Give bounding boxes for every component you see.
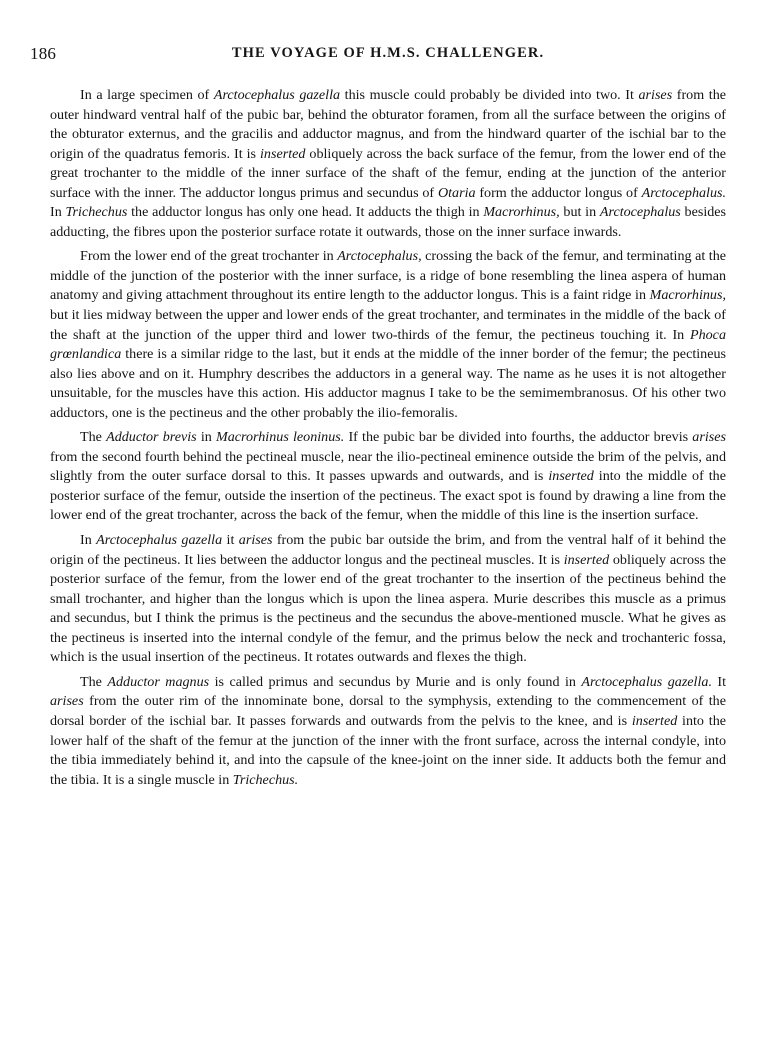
italic-term: Trichechus: [65, 204, 128, 221]
italic-term: Arctocephalus gazella: [213, 87, 341, 103]
text-run: In: [50, 204, 66, 221]
italic-term: Adductor brevis: [106, 429, 197, 446]
text-run: crossing the back of the femur, and terminating at the middle of the junction of the posterior with the inner surface, is a ridge of bone resembling the linea aspera of human anatomy and giving attachment throughout its entire length to the adductor longus. This is a faint ridge in: [50, 248, 727, 304]
page-number: 186: [30, 44, 57, 63]
text-run: from the outer hindward ventral half of the pubic bar, behind the obturator foramen, from all the surface between the origins of the obturator externus, and the gracilis and adductor magnus, and from the hindward quarter of the ischial bar to the origin of the quadratus femoris. It is: [50, 87, 726, 162]
text-run: from the pubic bar outside the brim, and from the ventral half of it behind the origin of the pectineus. It lies between the adductor longus and the pectineal muscles. It is: [50, 532, 726, 568]
text-run: The: [80, 673, 108, 690]
italic-term: arises: [238, 532, 273, 549]
text-run: it: [222, 532, 239, 549]
text-run: In: [80, 532, 97, 549]
running-head: THE VOYAGE OF H.M.S. CHALLENGER.: [231, 45, 545, 61]
text-run: there is a similar ridge to the last, but it ends at the middle of the inner border of the femur; the pectineus also lies above and on it. Humphry describes the adductors in a general way. The name as he uses it is not altogether unsuitable, for the muscles have this action. His adductor magnus I take to be the semimembranosus. Of his other two adductors, one is the pectineus and the other probably the ilio-femoralis.: [50, 346, 726, 421]
text-run: from the outer rim of the innominate bone, dorsal to the symphysis, extending to the commencement of the dorsal border of the ischial bar. It passes forwards and outwards from the pelvis to the knee, and is: [50, 693, 726, 729]
text-run: obliquely across the posterior surface of the femur, from the lower end of the great trochanter to the insertion of the pectineus behind the small trochanter, and higher than the longus which is upon the linea aspera. Murie describes this muscle as a primus and secundus, but I think the primus is the pectineus and the secundus the above-mentioned muscle. What he gives as the pectineus is inserted into the internal condyle of the femur, and the primus below the neck and trochanteric fossa, which is the usual insertion of the pectineus. It rotates outwards and flexes the thigh.: [50, 551, 726, 666]
text-run: besides adducting, the fibres upon the posterior surface rotate it outwards, those on the inner surface inwards.: [50, 204, 727, 240]
paragraph-adductor-brevis-macrorhinus: [50, 428, 726, 526]
text-run: In a large specimen of: [80, 87, 214, 103]
italic-term: Arctocephalus gazella: [96, 532, 223, 549]
italic-term: inserted: [548, 468, 594, 485]
italic-term: inserted: [260, 145, 306, 162]
text-run: but it lies midway between the upper and lower ends of the great trochanter, and terminates in the middle of the back of the shaft at the junction of the upper third and lower two-thirds of the femur, the pectineus touching it. In: [50, 307, 726, 343]
text-run: into the lower half of the shaft of the femur at the junction of the inner with the front surface, across the internal condyle, into the tibia immediately behind it, and into the capsule of the knee-joint on the inner side. It adducts both the femur and the tibia. It is a single muscle in: [50, 712, 726, 788]
italic-term: Macrorhinus leoninus.: [215, 429, 345, 446]
italic-term: Arctocephalus,: [337, 248, 422, 265]
text-run: is called primus and secundus by Murie and is only found in: [209, 673, 582, 690]
text-run: the adductor longus has only one head. It adducts the thigh in: [127, 204, 484, 221]
text-run: from the second fourth behind the pectineal muscle, near the ilio-pectineal eminence outside the brim of the pelvis, and slightly from the outer surface dorsal to this. It passes upwards and outwards, and is: [50, 448, 726, 485]
paragraph-adductor-magnus: [50, 673, 726, 790]
italic-term: Arctocephalus: [599, 204, 681, 221]
italic-term: Arctocephalus gazella.: [581, 673, 712, 690]
paragraph-linea-aspera-ridge: [50, 247, 726, 423]
italic-term: Macrorhinus,: [649, 287, 726, 304]
italic-term: arises: [692, 429, 726, 446]
text-run: If the pubic bar be divided into fourths, the adductor brevis: [344, 429, 693, 446]
paragraph-adductor-brevis-arctocephalus: [50, 531, 726, 668]
italic-term: Arctocephalus.: [641, 184, 727, 201]
italic-term: Trichechus.: [232, 771, 299, 788]
italic-term: Adductor magnus: [107, 673, 210, 690]
text-run: form the adductor longus of: [475, 184, 642, 201]
italic-term: Otaria: [437, 184, 476, 201]
text-run: obliquely across the back surface of the femur, from the lower end of the great trochanter to the middle of the inner surface of the shaft of the femur, ending at the junction of the anterior surface with the inner. The adductor longus primus and secundus of: [50, 145, 726, 201]
text-run: this muscle could probably be divided into two. It: [340, 87, 639, 103]
body-text: [50, 86, 726, 792]
text-run: into the middle of the posterior surface of the femur, outside the insertion of the pectineus. The exact spot is found by drawing a line from the lower end of the great trochanter, across the back of the femur, when the middle of this line is the insertion surface.: [50, 468, 726, 524]
italic-term: arises: [50, 693, 84, 710]
text-run: but in: [559, 204, 600, 221]
italic-term: Macrorhinus,: [483, 204, 560, 221]
text-run: in: [196, 429, 216, 446]
italic-term: Phoca grœnlandica: [50, 326, 726, 363]
italic-term: inserted: [631, 712, 678, 729]
text-run: The: [80, 429, 107, 446]
text-run: It: [711, 673, 727, 690]
paragraph-adductor-longus-arctocephalus: [50, 86, 726, 242]
text-run: From the lower end of the great trochanter in: [80, 248, 338, 265]
italic-term: arises: [638, 87, 673, 103]
italic-term: inserted: [563, 551, 610, 568]
